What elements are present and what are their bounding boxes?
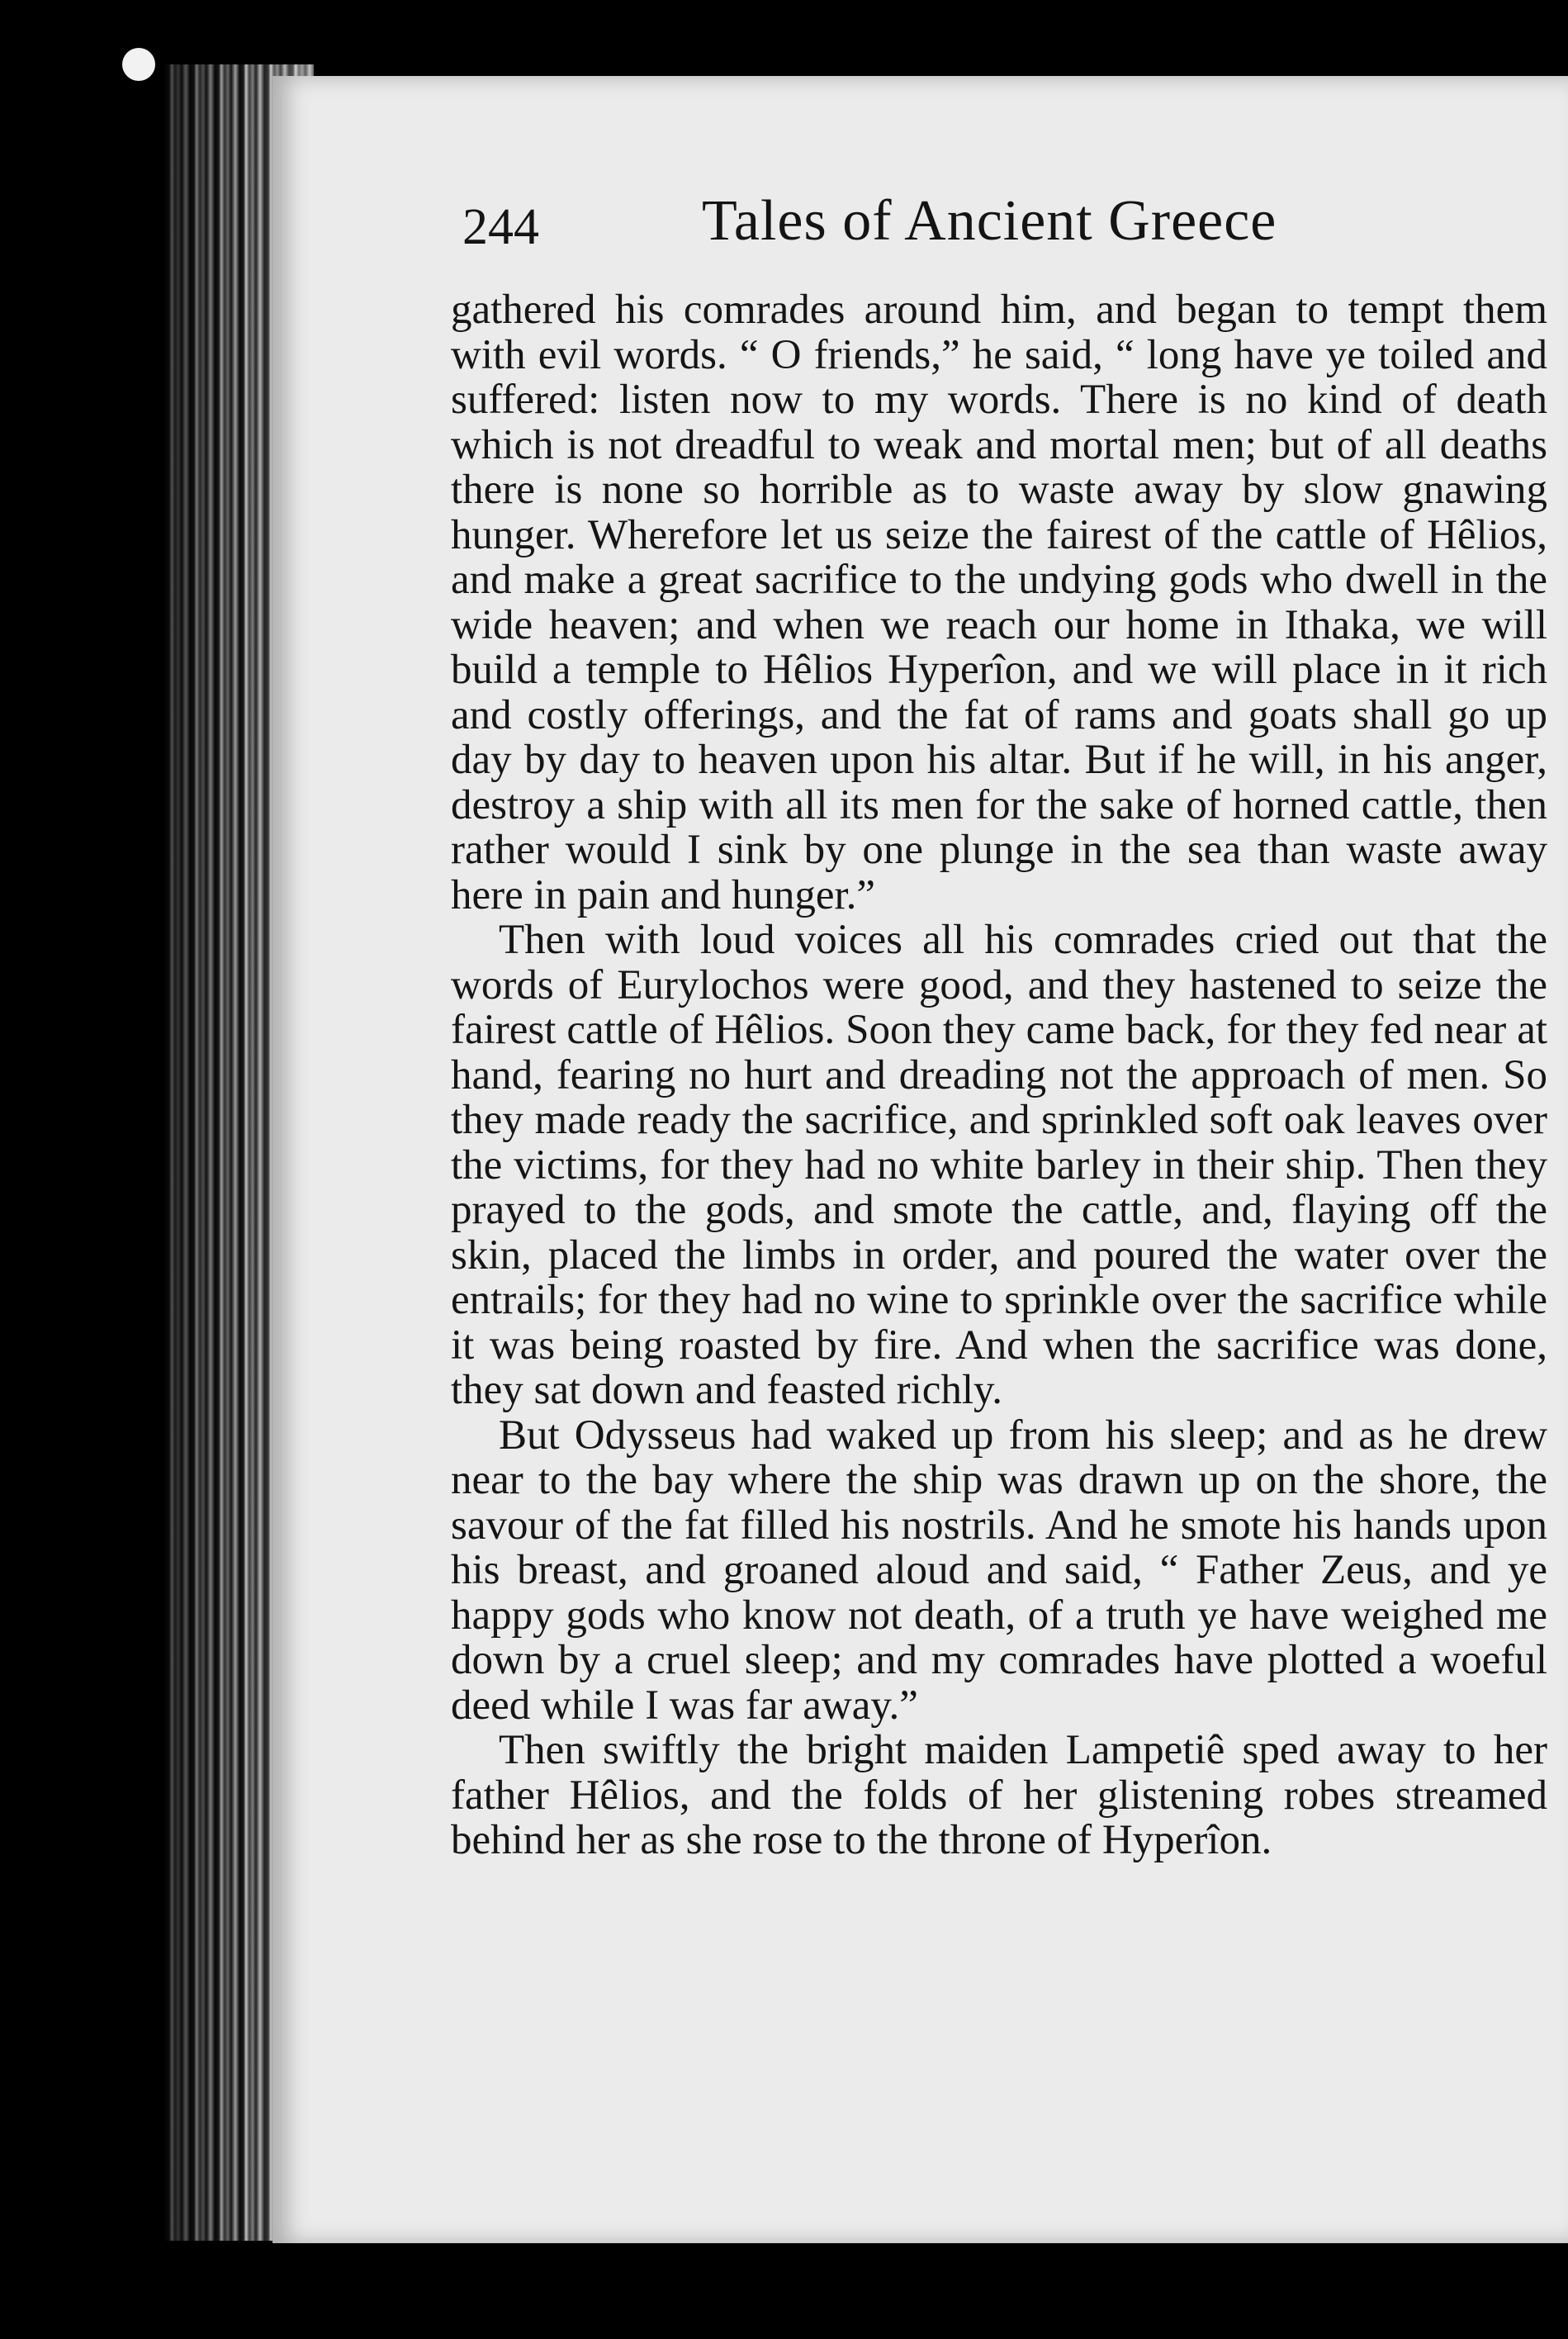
paragraph-continued: gathered his comrades around him, and began to tempt them with evil words. “ O friends,” he said, “ long have ye toiled and suffered: listen now to my words. There is no kind of death which is not dreadful to weak and mortal men; but of all deaths there is none so horrible as to waste away by slow gnawing hunger. Wherefore let us seize the fairest of the cattle of Hêlios, and make a great sacrifice to the undying gods who dwell in the wide heaven; and when we reach our home in Ithaka, we will build a temple to Hêlios Hyperîon, and we will place in it rich and costly offerings, and the fat of rams and goats shall go up day by day to heaven upon his altar. But if he will, in his anger, destroy a ship with all its men for the sake of horned cattle, then rather would I sink by one plunge in the sea than waste away here in pain and hunger.” bbox=[451, 287, 1547, 918]
paragraph-sacrifice: Then with loud voices all his comrades cried out that the words of Eurylochos were good, and they hastened to seize the fairest cattle of Hêlios. Soon they came back, for they fed near at hand, fearing no hurt and dreading not the approach of men. So they made ready the sacrifice, and sprinkled soft oak leaves over the victims, for they had no white barley in their ship. Then they prayed to the gods, and smote the cattle, and, flaying off the skin, placed the limbs in order, and poured the water over the entrails; for they had no wine to sprinkle over the sacrifice while it was being roasted by fire. And when the sacrifice was done, they sat down and feasted richly. bbox=[451, 917, 1547, 1413]
paragraph-lampetie: Then swiftly the bright maiden Lampetiê sped away to her father Hêlios, and the folds of her glistening robes streamed behind her as she rose to the throne of Hyperîon. bbox=[451, 1727, 1547, 1863]
page-number: 244 bbox=[462, 199, 539, 255]
scanner-registration-mark bbox=[122, 48, 155, 81]
running-title: Tales of Ancient Greece bbox=[702, 189, 1277, 253]
running-header bbox=[462, 188, 1313, 279]
page-body bbox=[451, 287, 1547, 1863]
paragraph-odysseus-wakes: But Odysseus had waked up from his sleep; and as he drew near to the bay where the ship was drawn up on the shore, the savour of the fat filled his nostrils. And he smote his hands upon his breast, and groaned aloud and said, “ Father Zeus, and ye happy gods who know not death, of a truth ye have weighed me down by a cruel sleep; and my comrades have plotted a woeful deed while I was far away.” bbox=[451, 1411, 1547, 1729]
